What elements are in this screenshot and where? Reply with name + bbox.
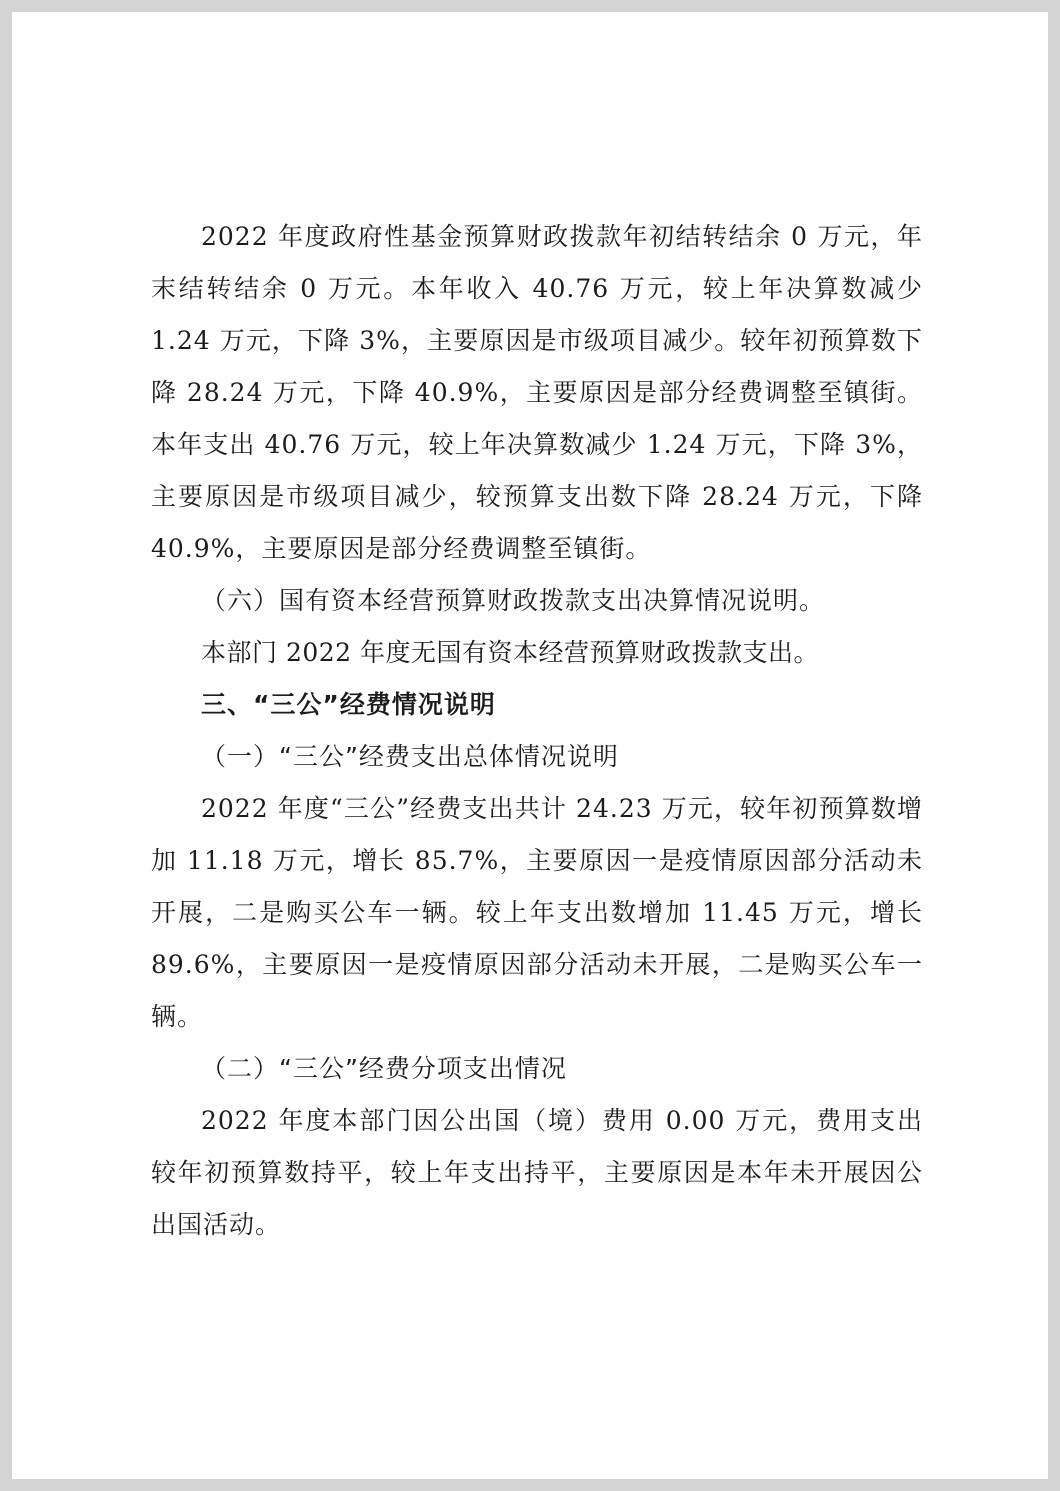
- paragraph-state-capital: 本部门 2022 年度无国有资本经营预算财政拨款支出。: [201, 638, 820, 667]
- subheading-three-public-itemized: （二）“三公”经费分项支出情况: [201, 1054, 567, 1083]
- document-page: [12, 12, 1048, 1479]
- section-heading-three-public: 三、“三公”经费情况说明: [201, 690, 496, 719]
- section-heading-state-capital: （六）国有资本经营预算财政拨款支出决算情况说明。: [201, 586, 826, 615]
- document-body: [151, 211, 923, 1251]
- subheading-three-public-overall: （一）“三公”经费支出总体情况说明: [201, 742, 619, 771]
- paragraph-overseas-travel: 2022 年度本部门因公出国（境）费用 0.00 万元，费用支出较年初预算数持平，较上年支出持平，主要原因是本年未开展因公出国活动。: [151, 1106, 923, 1239]
- paragraph-government-fund-budget: 2022 年度政府性基金预算财政拨款年初结转结余 0 万元，年末结转结余 0 万元。本年收入 40.76 万元，较上年决算数减少 1.24 万元，下降 3%，主要原因是市级项目减少。较年初预算数下降 28.24 万元，下降 40.9%，主要原因是部分经费调整至镇街。本年支出 40.76 万元，较上年决算数减少 1.24 万元，下降 3%，主要原因是市级项目减少，较预算支出数下降 28.24 万元，下降 40.9%，主要原因是部分经费调整至镇街。: [151, 222, 923, 563]
- paragraph-three-public-overall: 2022 年度“三公”经费支出共计 24.23 万元，较年初预算数增加 11.18 万元，增长 85.7%，主要原因一是疫情原因部分活动未开展，二是购买公车一辆。较上年支出数增加 11.45 万元，增长 89.6%，主要原因一是疫情原因部分活动未开展，二是购买公车一辆。: [151, 794, 923, 1031]
